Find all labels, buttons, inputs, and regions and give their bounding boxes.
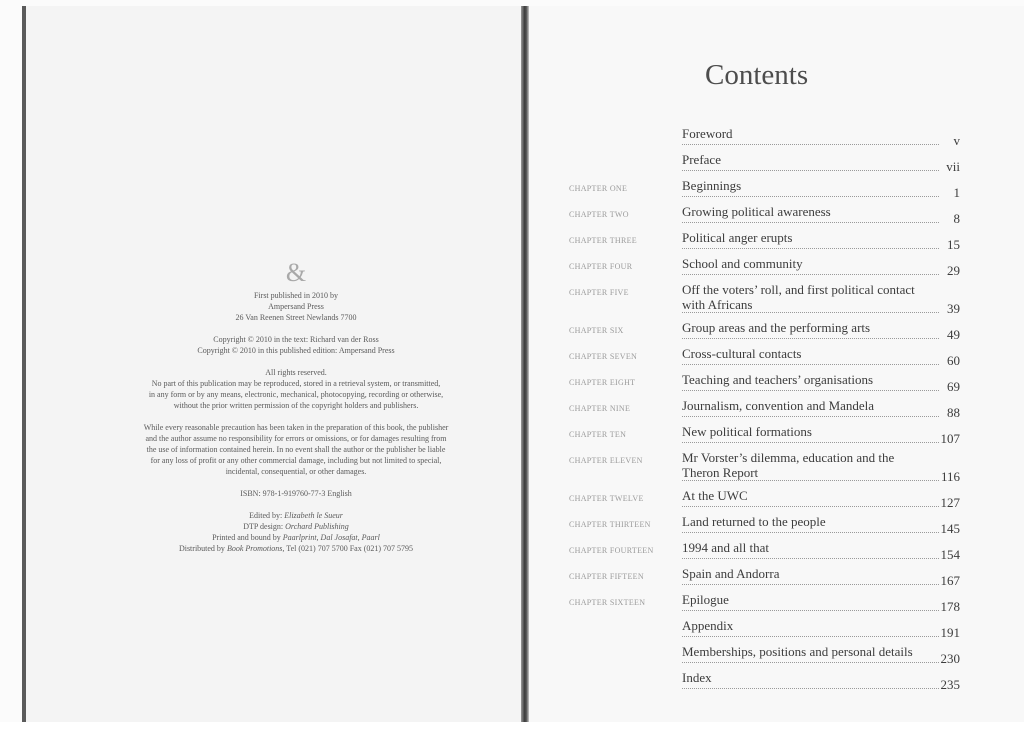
toc-page-number: 60 <box>947 353 960 368</box>
toc-dot-leader <box>682 338 939 339</box>
rights-line: No part of this publication may be reproduced, stored in a retrieval system, or transmitted, <box>151 379 441 388</box>
toc-dot-leader <box>682 196 939 197</box>
toc-dot-leader <box>682 480 939 481</box>
credit-printer: Printed and bound by Paarlprint, Dal Josafat, Paarl <box>212 533 380 542</box>
toc-chapter-label: CHAPTER FOURTEEN <box>569 546 654 555</box>
toc-page-number: 39 <box>947 301 960 316</box>
toc-chapter-label: CHAPTER NINE <box>569 404 631 413</box>
toc-entry <box>560 448 965 486</box>
toc-entry-title: Appendix <box>682 618 734 633</box>
isbn: ISBN: 978-1-919760-77-3 English <box>240 489 352 498</box>
toc-entry <box>560 344 965 370</box>
toc-dot-leader <box>682 584 939 585</box>
toc-page-number: 191 <box>940 625 960 640</box>
disclaimer-line: incidental, consequential, or other damages. <box>225 467 367 476</box>
toc-entry <box>560 202 965 228</box>
toc-entry <box>560 668 965 694</box>
toc-dot-leader <box>682 274 939 275</box>
toc-page-number: 69 <box>947 379 960 394</box>
toc-dot-leader <box>682 636 939 637</box>
toc-page-number: 178 <box>940 599 960 614</box>
credit-dtp: DTP design: Orchard Publishing <box>243 522 349 531</box>
disclaimer <box>96 422 496 477</box>
toc-entry <box>560 590 965 616</box>
copyright-line: Copyright © 2010 in the text: Richard van der Ross <box>213 335 379 344</box>
toc-chapter-label: CHAPTER FIVE <box>569 288 629 297</box>
book-gutter <box>521 6 529 722</box>
toc-entry <box>560 538 965 564</box>
toc-chapter-label: CHAPTER EIGHT <box>569 378 636 387</box>
toc-page-number: 88 <box>947 405 960 420</box>
toc-entry <box>560 124 965 150</box>
credit-distributor: Distributed by Book Promotions, Tel (021) 707 5700 Fax (021) 707 5795 <box>178 544 414 553</box>
toc-dot-leader <box>682 170 939 171</box>
toc-dot-leader <box>682 248 939 249</box>
toc-entry-title: Cross-cultural contacts <box>682 346 802 361</box>
toc-entry <box>560 370 965 396</box>
toc-entry <box>560 512 965 538</box>
disclaimer-line: and the author assume no responsibility for errors or omissions, or for damages resulting from <box>145 434 447 443</box>
toc-page-number: 235 <box>940 677 960 692</box>
toc-dot-leader <box>682 390 939 391</box>
toc-entry <box>560 616 965 642</box>
contents-heading: Contents <box>705 59 809 91</box>
toc-entry <box>560 150 965 176</box>
rights-line: in any form or by any means, electronic, mechanical, photocopying, recording or otherwise, <box>148 390 444 399</box>
toc-page-number: 1 <box>953 185 960 200</box>
toc-entry <box>560 642 965 668</box>
toc-page-number: 8 <box>953 211 960 226</box>
toc-entry <box>560 254 965 280</box>
toc-dot-leader <box>682 222 939 223</box>
toc-dot-leader <box>682 144 939 145</box>
toc-dot-leader <box>682 610 939 611</box>
toc-dot-leader <box>682 416 939 417</box>
toc-chapter-label: CHAPTER SIXTEEN <box>569 598 646 607</box>
toc-page-number: 230 <box>940 651 960 666</box>
credit-editor: Edited by: Elizabeth le Sueur <box>249 511 343 520</box>
disclaimer-line: While every reasonable precaution has been taken in the preparation of this book, the publisher <box>143 423 449 432</box>
toc-entry <box>560 422 965 448</box>
copyright-notice <box>96 334 496 356</box>
toc-dot-leader <box>682 688 939 689</box>
toc-page-number: 116 <box>940 469 960 484</box>
toc-page-number: vii <box>946 159 960 174</box>
toc-chapter-label: CHAPTER TWO <box>569 210 629 219</box>
toc-page-number: 49 <box>947 327 960 342</box>
bottom-margin <box>0 722 1024 732</box>
toc-entry-title: Epilogue <box>682 592 729 607</box>
toc-dot-leader <box>682 312 939 313</box>
toc-entry-title: Teaching and teachers’ organisations <box>682 372 874 387</box>
publisher-line: Ampersand Press <box>268 302 324 311</box>
toc-entry <box>560 486 965 512</box>
table-of-contents <box>560 124 965 694</box>
toc-entry <box>560 396 965 422</box>
toc-entry-title: Preface <box>682 152 721 167</box>
toc-entry <box>560 318 965 344</box>
toc-dot-leader <box>682 558 939 559</box>
toc-entry-title: Off the voters’ roll, and first political contact with Africans <box>682 282 915 312</box>
toc-entry-title: School and community <box>682 256 803 271</box>
toc-entry-title: Beginnings <box>682 178 742 193</box>
toc-entry-title: Journalism, convention and Mandela <box>682 398 875 413</box>
toc-entry <box>560 176 965 202</box>
toc-entry-title: Memberships, positions and personal details <box>682 644 913 659</box>
toc-chapter-label: CHAPTER FIFTEEN <box>569 572 644 581</box>
toc-dot-leader <box>682 364 939 365</box>
toc-chapter-label: CHAPTER TEN <box>569 430 627 439</box>
disclaimer-line: for any loss of profit or any other commercial damage, including but not limited to special, <box>150 456 442 465</box>
toc-entry-title: New political formations <box>682 424 812 439</box>
toc-chapter-label: CHAPTER SEVEN <box>569 352 638 361</box>
toc-entry <box>560 564 965 590</box>
toc-dot-leader <box>682 506 939 507</box>
publisher-info <box>96 290 496 323</box>
rights-line: All rights reserved. <box>265 368 327 377</box>
publisher-logo: & <box>285 258 307 287</box>
toc-entry-title: Mr Vorster’s dilemma, education and the Theron Report <box>682 450 895 480</box>
toc-dot-leader <box>682 662 939 663</box>
toc-entry-title: Land returned to the people <box>682 514 826 529</box>
toc-chapter-label: CHAPTER THIRTEEN <box>569 520 651 529</box>
toc-entry-title: 1994 and all that <box>682 540 770 555</box>
rights-notice <box>96 367 496 411</box>
toc-page-number: v <box>953 133 960 148</box>
toc-page-number: 29 <box>947 263 960 278</box>
toc-entry-title: Growing political awareness <box>682 204 831 219</box>
toc-page-number: 107 <box>940 431 960 446</box>
toc-chapter-label: CHAPTER ELEVEN <box>569 456 643 465</box>
toc-chapter-label: CHAPTER FOUR <box>569 262 633 271</box>
toc-page-number: 127 <box>940 495 960 510</box>
toc-chapter-label: CHAPTER TWELVE <box>569 494 644 503</box>
rights-line: without the prior written permission of the copyright holders and publishers. <box>173 401 419 410</box>
toc-entry-title: Group areas and the performing arts <box>682 320 871 335</box>
disclaimer-line: the use of information contained herein. In no event shall the author or the publisher be liable <box>146 445 446 454</box>
toc-entry-title: Foreword <box>682 126 733 141</box>
copyright-line: Copyright © 2010 in this published edition: Ampersand Press <box>197 346 395 355</box>
toc-entry-title: Index <box>682 670 712 685</box>
toc-chapter-label: CHAPTER ONE <box>569 184 628 193</box>
toc-chapter-label: CHAPTER THREE <box>569 236 637 245</box>
toc-entry-title: At the UWC <box>682 488 748 503</box>
toc-dot-leader <box>682 532 939 533</box>
toc-dot-leader <box>682 442 939 443</box>
imprint-block <box>96 258 496 565</box>
credits <box>96 510 496 554</box>
toc-entry-title: Political anger erupts <box>682 230 793 245</box>
toc-page-number: 154 <box>940 547 960 562</box>
publisher-line: First published in 2010 by <box>253 291 338 300</box>
toc-entry-title: Spain and Andorra <box>682 566 780 581</box>
left-page-edge <box>22 6 26 722</box>
toc-page-number: 167 <box>940 573 960 588</box>
publisher-line: 26 Van Reenen Street Newlands 7700 <box>235 313 357 322</box>
toc-chapter-label: CHAPTER SIX <box>569 326 624 335</box>
toc-page-number: 15 <box>947 237 960 252</box>
toc-page-number: 145 <box>940 521 960 536</box>
toc-entry <box>560 280 965 318</box>
toc-entry <box>560 228 965 254</box>
